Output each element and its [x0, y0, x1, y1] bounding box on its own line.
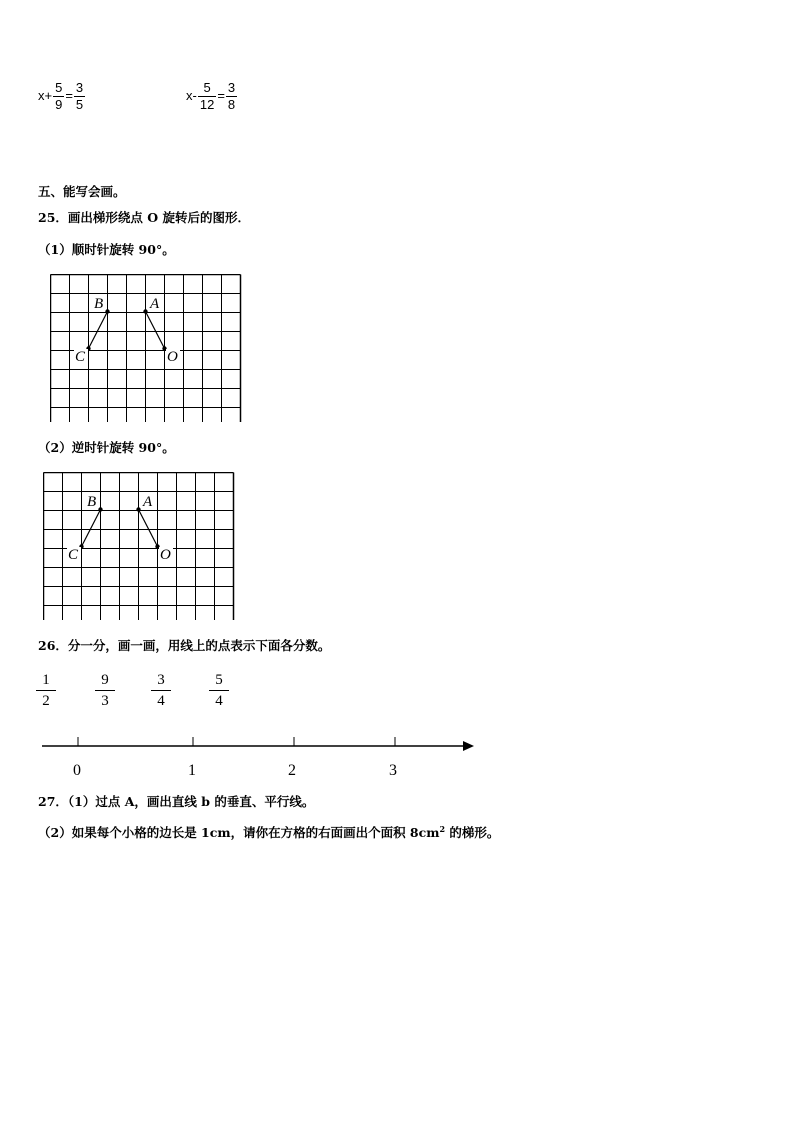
label-c: C — [75, 349, 86, 365]
trapezoid-1-side-cb — [89, 312, 108, 349]
equation-2-fraction-right: $\frac{3}{8}$ — [227, 80, 236, 112]
equation-2-prefix: x- — [186, 87, 197, 103]
fraction-3: $\frac{3}{4}$ — [151, 670, 171, 711]
trapezoid-2-side-ao — [139, 510, 158, 547]
label-o: O — [167, 349, 178, 365]
label-a: A — [150, 296, 160, 312]
equation-2-fraction-left: $\frac{5}{12}$ — [199, 80, 215, 112]
number-line — [38, 730, 483, 780]
label-a: A — [143, 494, 153, 510]
label-o: O — [160, 547, 171, 563]
tick-label-2: 2 — [288, 762, 296, 779]
tick-label-3: 3 — [389, 762, 397, 779]
fraction-1: $\frac{1}{2}$ — [36, 670, 56, 711]
fraction-2: $\frac{9}{3}$ — [95, 670, 115, 711]
q25-part2: （2）逆时针旋转 90°。 — [38, 440, 175, 455]
trapezoid-1-side-ao — [146, 312, 165, 349]
q27-part2: （2）如果每个小格的边长是 1cm，请你在方格的右面画出个面积 $8cm^2$ 的梯形。 — [38, 823, 500, 840]
label-c: C — [68, 547, 79, 563]
arrow-right-icon — [463, 741, 474, 751]
q26-title: 26．分一分，画一画，用线上的点表示下面各分数。 — [38, 638, 331, 653]
point-a — [143, 309, 147, 313]
section-heading: 五、能写会画。 — [38, 184, 126, 199]
tick-label-1: 1 — [188, 762, 196, 779]
equation-1-fraction-left: $\frac{5}{9}$ — [55, 80, 63, 112]
point-a — [136, 507, 140, 511]
q25-part1: （1）顺时针旋转 90°。 — [38, 242, 175, 257]
q27-part1: 27．（1）过点 A，画出直线 b 的垂直、平行线。 — [38, 794, 315, 809]
equation-1: x+ $\frac{5}{9}$ = $\frac{3}{5}$ — [38, 80, 84, 112]
q25-title: 25．画出梯形绕点 O 旋转后的图形． — [38, 210, 250, 225]
equation-2: x- $\frac{5}{12}$ = $\frac{3}{8}$ — [186, 80, 236, 112]
tick-label-0: 0 — [73, 762, 81, 779]
grid-1 — [50, 274, 246, 422]
equation-1-fraction-right: $\frac{3}{5}$ — [75, 80, 84, 112]
equation-1-prefix: x+ — [38, 87, 53, 103]
label-b: B — [94, 296, 104, 312]
grid-2 — [43, 472, 239, 620]
label-b: B — [87, 494, 97, 510]
trapezoid-2-side-cb — [82, 510, 101, 547]
fraction-4: $\frac{5}{4}$ — [209, 670, 229, 711]
